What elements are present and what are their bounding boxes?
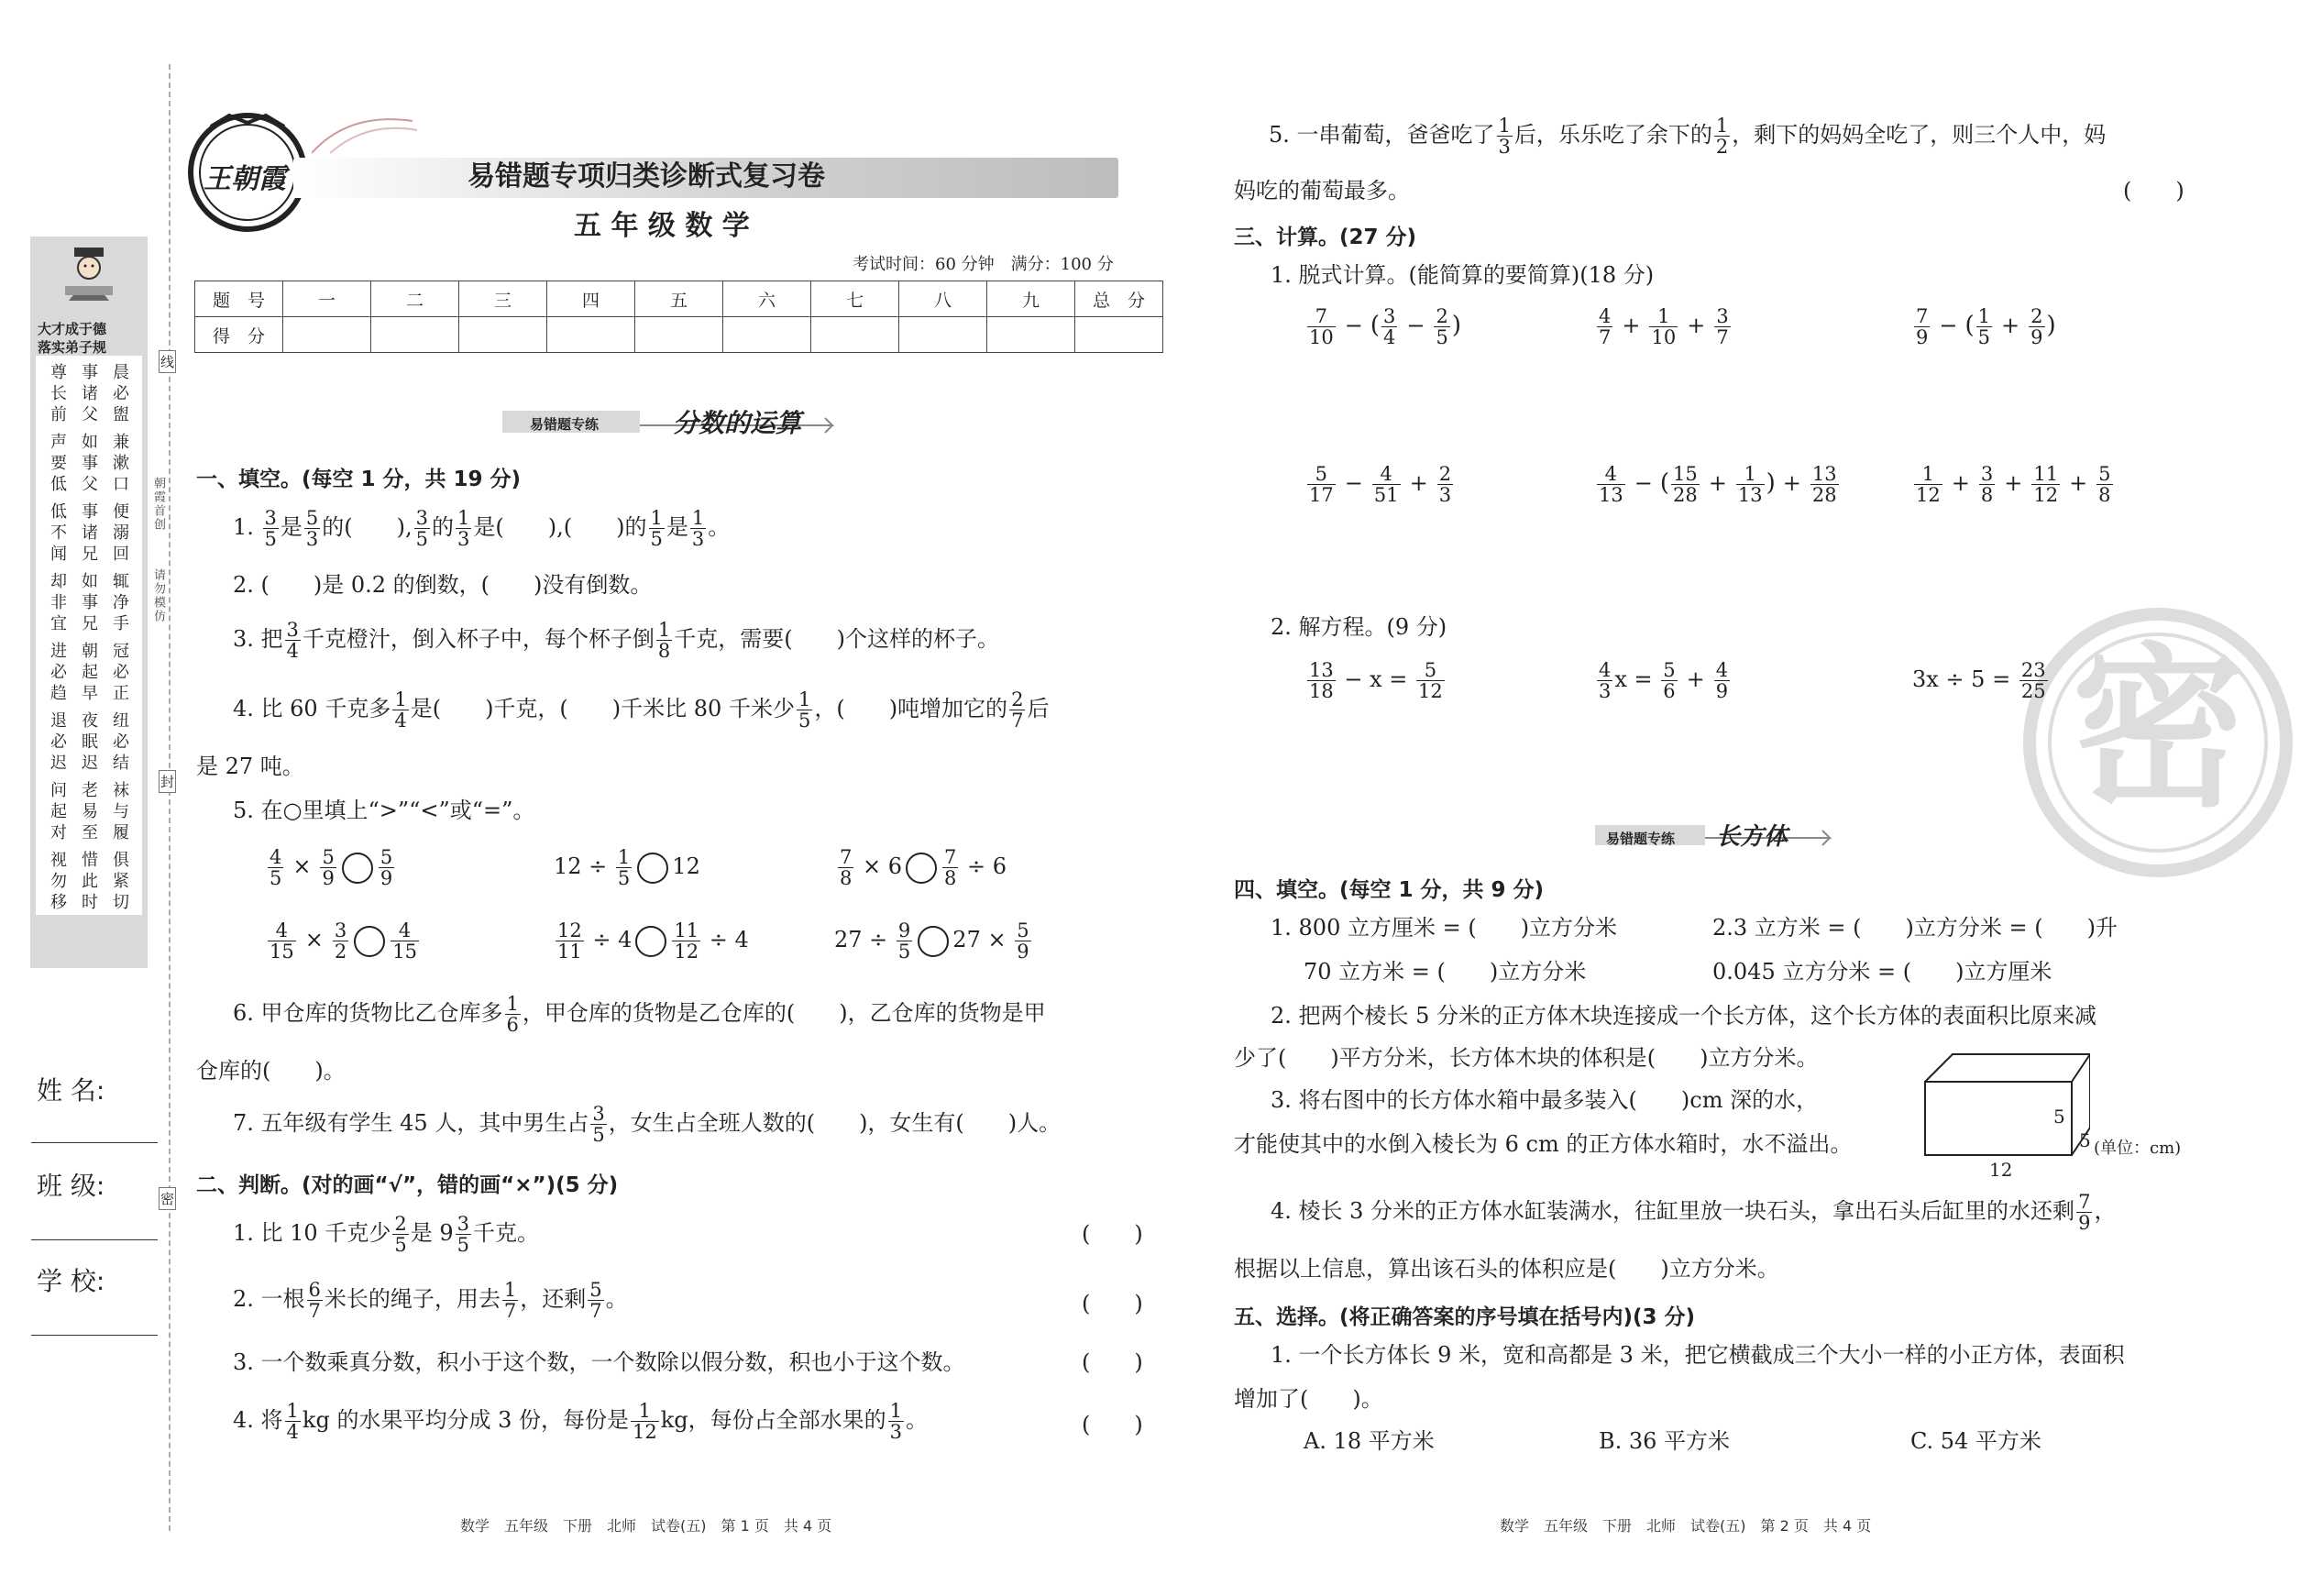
p2-q5-answer[interactable]: ( ) bbox=[2123, 178, 2184, 204]
p1-q6: 6. 甲仓库的货物比乙仓库多 $\frac{1}{6}$ ，甲仓库的货物是乙仓库的( )，乙仓库的货物是甲 bbox=[233, 993, 1046, 1037]
seal-char: 密 bbox=[2072, 626, 2247, 831]
p2-q4: 4. 将 $\frac{1}{4}$ kg 的水果平均分成 3 份，每份是 $\frac{1}{12}$ kg，每份占全部水果的 $\frac{1}{3}$ 。 bbox=[233, 1400, 928, 1444]
rule-column: 夜眠迟 bbox=[79, 711, 98, 775]
compare-circle[interactable] bbox=[342, 853, 373, 884]
calc-5: $\frac{4}{13}$ − ( $\frac{15}{28}$ + $\frac{1}{13}$ ) + $\frac{13}{28}$ bbox=[1599, 463, 1837, 507]
rule-column: 却非宜 bbox=[48, 572, 67, 635]
rule-column: 袜与履 bbox=[110, 781, 129, 844]
option-c[interactable]: C. 54 平方米 bbox=[1910, 1428, 2041, 1454]
section-tag-label: 易错题专练 bbox=[530, 416, 600, 433]
rule-column: 进必趋 bbox=[48, 642, 67, 705]
question-number: 九 bbox=[987, 281, 1075, 317]
p4-q1a: 1. 800 立方厘米 = ( )立方分米 bbox=[1271, 915, 1618, 941]
p4-q1c: 70 立方米 = ( )立方分米 bbox=[1304, 959, 1587, 985]
calc-3: $\frac{7}{9}$ − ( $\frac{1}{5}$ + $\frac{2}{9}$ ) bbox=[1916, 305, 2056, 349]
equation-1: $\frac{13}{18}$ − x = $\frac{5}{12}$ bbox=[1309, 659, 1443, 703]
p1-q2: 2. ( )是 0.2 的倒数，( )没有倒数。 bbox=[233, 572, 653, 598]
part2-heading: 二、判断。(对的画“√”，错的画“×”)(5 分) bbox=[196, 1173, 619, 1197]
p1-q4: 4. 比 60 千克多 $\frac{1}{4}$ 是( )千克，( )千米比 80 千米少 $\frac{1}{5}$ ，( )吨增加它的 $\frac{2}{7}$ 后 bbox=[233, 688, 1050, 732]
option-a[interactable]: A. 18 平方米 bbox=[1304, 1428, 1435, 1454]
section-tag-title: 分数的运算 bbox=[673, 408, 802, 438]
question-number: 二 bbox=[371, 281, 459, 317]
part4-heading: 四、填空。(每空 1 分，共 9 分) bbox=[1234, 878, 1545, 902]
question-number: 一 bbox=[283, 281, 371, 317]
rule-column: 便溺回 bbox=[110, 502, 129, 566]
p2-q4-answer[interactable]: ( ) bbox=[1082, 1412, 1143, 1437]
rule-column: 辄净手 bbox=[110, 572, 129, 635]
question-number: 五 bbox=[635, 281, 723, 317]
question-number: 七 bbox=[811, 281, 899, 317]
rule-column: 退必迟 bbox=[48, 711, 67, 775]
rule-column: 晨必盥 bbox=[110, 363, 129, 426]
p1-q1: 1. $\frac{3}{5}$ 是 $\frac{5}{3}$ 的( ), $\frac{3}{5}$ 的 $\frac{1}{3}$ 是( ),( )的 $\frac{1}{5}$ 是 $\frac{1}{3}$ 。 bbox=[233, 507, 731, 551]
compare-circle[interactable] bbox=[354, 926, 385, 957]
rule-column: 事诸兄 bbox=[79, 502, 98, 566]
question-number: 八 bbox=[899, 281, 987, 317]
section-tag-cuboid bbox=[1595, 816, 1843, 849]
score-cell[interactable] bbox=[811, 317, 899, 353]
p2-q2-answer[interactable]: ( ) bbox=[1082, 1291, 1143, 1316]
footer-right: 数学 五年级 下册 北师 试卷(五) 第 2 页 共 4 页 bbox=[1500, 1517, 1872, 1535]
score-label: 得 分 bbox=[195, 317, 283, 353]
p5-q1b: 增加了( )。 bbox=[1234, 1386, 1383, 1412]
section-tag-fractions bbox=[502, 403, 851, 436]
compare-circle[interactable] bbox=[906, 853, 937, 884]
score-cell[interactable] bbox=[635, 317, 723, 353]
sidebar-panel bbox=[30, 237, 148, 968]
class-label: 班 级: bbox=[37, 1171, 105, 1201]
p1-q3: 3. 把 $\frac{3}{4}$ 千克橙汁，倒入杯子中，每个杯子倒 $\frac{1}{8}$ 千克，需要( )个这样的杯子。 bbox=[233, 619, 1000, 663]
p2-q3: 3. 一个数乘真分数，积小于这个数，一个数除以假分数，积也小于这个数。 bbox=[233, 1349, 965, 1375]
school-label: 学 校: bbox=[37, 1266, 105, 1296]
cuboid-figure bbox=[1916, 1045, 2091, 1181]
rule-column: 尊长前 bbox=[48, 363, 67, 426]
cuboid-length: 12 bbox=[1989, 1159, 2013, 1181]
calc-2: $\frac{4}{7}$ + $\frac{1}{10}$ + $\frac{3}{7}$ bbox=[1599, 305, 1729, 349]
rule-column: 惜此时 bbox=[79, 851, 98, 914]
side-mark-2: 请勿模仿 bbox=[151, 568, 165, 623]
section-tag-label: 易错题专练 bbox=[1606, 831, 1676, 847]
exam-subtitle: 五 年 级 数 学 bbox=[574, 210, 750, 242]
rule-column: 如事父 bbox=[79, 433, 98, 496]
compare-e: $\frac{12}{11}$ ÷ 4 $\frac{11}{12}$ ÷ 4 bbox=[557, 919, 749, 963]
p2-q5: 5. 一串葡萄，爸爸吃了 $\frac{1}{3}$ 后，乐乐吃了余下的 $\frac{1}{2}$ ，剩下的妈妈全吃了，则三个人中，妈 bbox=[1269, 115, 2107, 159]
equation-3: 3x ÷ 5 = $\frac{23}{25}$ bbox=[1912, 659, 2046, 703]
p4-q4: 4. 棱长 3 分米的正方体水缸装满水，往缸里放一块石头，拿出石头后缸里的水还剩 $\frac{7}{9}$ ， bbox=[1271, 1191, 2117, 1235]
compare-circle[interactable] bbox=[635, 926, 666, 957]
footer-left: 数学 五年级 下册 北师 试卷(五) 第 1 页 共 4 页 bbox=[460, 1517, 832, 1535]
question-number: 总 分 bbox=[1075, 281, 1163, 317]
p4-q1d: 0.045 立方分米 = ( )立方厘米 bbox=[1712, 959, 2052, 985]
cut-line bbox=[169, 64, 171, 1531]
equation-2: $\frac{4}{3}$ x = $\frac{5}{6}$ + $\frac{4}{9}$ bbox=[1599, 659, 1729, 703]
compare-circle[interactable] bbox=[918, 926, 949, 957]
rule-column: 老易至 bbox=[79, 781, 98, 844]
rule-column: 纽必结 bbox=[110, 711, 129, 775]
compare-c: $\frac{7}{8}$ × 6 $\frac{7}{8}$ ÷ 6 bbox=[840, 846, 1007, 890]
rule-column: 事诸父 bbox=[79, 363, 98, 426]
rule-column: 声要低 bbox=[48, 433, 67, 496]
p3-q1: 1. 脱式计算。(能简算的要简算)(18 分) bbox=[1271, 262, 1655, 288]
scholar-illustration bbox=[58, 246, 120, 310]
exam-info: 考试时间：60 分钟 满分：100 分 bbox=[853, 255, 1114, 274]
compare-f: 27 ÷ $\frac{9}{5}$ 27 × $\frac{5}{9}$ bbox=[834, 919, 1029, 963]
p5-q1a: 1. 一个长方体长 9 米，宽和高都是 3 米，把它横截成三个大小一样的小正方体，表面积 bbox=[1271, 1342, 2125, 1368]
p2-q1-answer[interactable]: ( ) bbox=[1082, 1221, 1143, 1247]
section-tag-title: 长方体 bbox=[1716, 823, 1788, 851]
exam-title: 易错题专项归类诊断式复习卷 bbox=[468, 160, 825, 193]
rules-box bbox=[36, 356, 142, 915]
option-b[interactable]: B. 36 平方米 bbox=[1599, 1428, 1731, 1454]
p1-q4-cont: 是 27 吨。 bbox=[196, 754, 304, 779]
score-cell[interactable] bbox=[723, 317, 811, 353]
score-cell[interactable] bbox=[283, 317, 371, 353]
p4-q1b: 2.3 立方米 = ( )立方分米 = ( )升 bbox=[1712, 915, 2118, 941]
question-label: 题 号 bbox=[195, 281, 283, 317]
motto-line-2: 落实弟子规 bbox=[38, 339, 107, 356]
p4-q4-cont: 根据以上信息，算出该石头的体积应是( )立方分米。 bbox=[1234, 1256, 1779, 1282]
score-cell[interactable] bbox=[547, 317, 635, 353]
rule-column: 视勿移 bbox=[48, 851, 67, 914]
p4-q2b: 少了( )平方分米，长方体木块的体积是( )立方分米。 bbox=[1234, 1045, 1819, 1071]
score-cell[interactable] bbox=[899, 317, 987, 353]
question-number: 四 bbox=[547, 281, 635, 317]
p3-q2: 2. 解方程。(9 分) bbox=[1271, 614, 1447, 640]
logo-text: 王朝霞 bbox=[204, 163, 286, 195]
calc-6: $\frac{1}{12}$ + $\frac{3}{8}$ + $\frac{11}{12}$ + $\frac{5}{8}$ bbox=[1916, 463, 2111, 507]
p2-q1: 1. 比 10 千克少 $\frac{2}{5}$ 是 9 $\frac{3}{5}$ 千克。 bbox=[233, 1213, 539, 1257]
compare-a: $\frac{4}{5}$ × $\frac{5}{9}$ $\frac{5}{9}$ bbox=[270, 846, 393, 890]
cuboid-width: 5 bbox=[2079, 1129, 2091, 1151]
score-cell[interactable] bbox=[459, 317, 547, 353]
cut-label-mi: 密 bbox=[159, 1187, 176, 1210]
question-number: 六 bbox=[723, 281, 811, 317]
p2-q5-cont: 妈吃的葡萄最多。 bbox=[1234, 178, 1410, 204]
cut-label-xian: 线 bbox=[159, 350, 176, 373]
p2-q2: 2. 一根 $\frac{6}{7}$ 米长的绳子，用去 $\frac{1}{7}$ ，还剩 $\frac{5}{7}$ 。 bbox=[233, 1279, 628, 1323]
p1-q6-cont: 仓库的( )。 bbox=[196, 1058, 346, 1084]
part3-heading: 三、计算。(27 分) bbox=[1234, 226, 1417, 249]
p2-q3-answer[interactable]: ( ) bbox=[1082, 1349, 1143, 1375]
score-cell[interactable] bbox=[1075, 317, 1163, 353]
compare-d: $\frac{4}{15}$ × $\frac{3}{2}$ $\frac{4}{15}$ bbox=[270, 919, 417, 963]
cuboid-height: 5 bbox=[2053, 1106, 2065, 1128]
school-field[interactable] bbox=[31, 1335, 158, 1336]
rule-column: 低不闻 bbox=[48, 502, 67, 566]
calc-4: $\frac{5}{17}$ − $\frac{4}{51}$ + $\frac{2}{3}$ bbox=[1309, 463, 1452, 507]
p1-q7: 7. 五年级有学生 45 人，其中男生占 $\frac{3}{5}$ ，女生占全班人数的( )，女生有( )人。 bbox=[233, 1103, 1062, 1147]
cut-label-feng: 封 bbox=[159, 770, 176, 793]
name-label: 姓 名: bbox=[37, 1075, 105, 1106]
p4-q3a: 3. 将右图中的长方体水箱中最多装入( )cm 深的水， bbox=[1271, 1087, 1819, 1113]
rule-column: 兼漱口 bbox=[110, 433, 129, 496]
question-number: 三 bbox=[459, 281, 547, 317]
rule-column: 朝起早 bbox=[79, 642, 98, 705]
rule-column: 冠必正 bbox=[110, 642, 129, 705]
logo bbox=[183, 108, 312, 237]
side-mark-1: 朝霞首创 bbox=[151, 477, 165, 532]
class-field[interactable] bbox=[31, 1239, 158, 1240]
ribbon-decoration bbox=[312, 103, 422, 158]
cuboid-unit: (单位：cm) bbox=[2094, 1139, 2182, 1158]
name-field[interactable] bbox=[31, 1142, 158, 1143]
motto-line-1: 大才成于德 bbox=[38, 321, 107, 337]
score-cell[interactable] bbox=[371, 317, 459, 353]
score-cell[interactable] bbox=[987, 317, 1075, 353]
part5-heading: 五、选择。(将正确答案的序号填在括号内)(3 分) bbox=[1234, 1305, 1696, 1329]
p4-q3b: 才能使其中的水倒入棱长为 6 cm 的正方体水箱时，水不溢出。 bbox=[1234, 1131, 1853, 1157]
part1-heading: 一、填空。(每空 1 分，共 19 分) bbox=[196, 468, 522, 491]
score-table bbox=[194, 281, 1163, 353]
rule-column: 俱紧切 bbox=[110, 851, 129, 914]
p1-q5: 5. 在○里填上“>”“<”或“=”。 bbox=[233, 798, 535, 823]
calc-1: $\frac{7}{10}$ − ( $\frac{3}{4}$ − $\frac{2}{5}$ ) bbox=[1309, 305, 1462, 349]
compare-circle[interactable] bbox=[637, 853, 668, 884]
compare-b: 12 ÷ $\frac{1}{5}$ 12 bbox=[554, 846, 700, 890]
seal-watermark bbox=[2020, 605, 2295, 880]
rule-column: 如事兄 bbox=[79, 572, 98, 635]
p4-q2a: 2. 把两个棱长 5 分米的正方体木块连接成一个长方体，这个长方体的表面积比原来减 bbox=[1271, 1003, 2097, 1029]
rule-column: 问起对 bbox=[48, 781, 67, 844]
